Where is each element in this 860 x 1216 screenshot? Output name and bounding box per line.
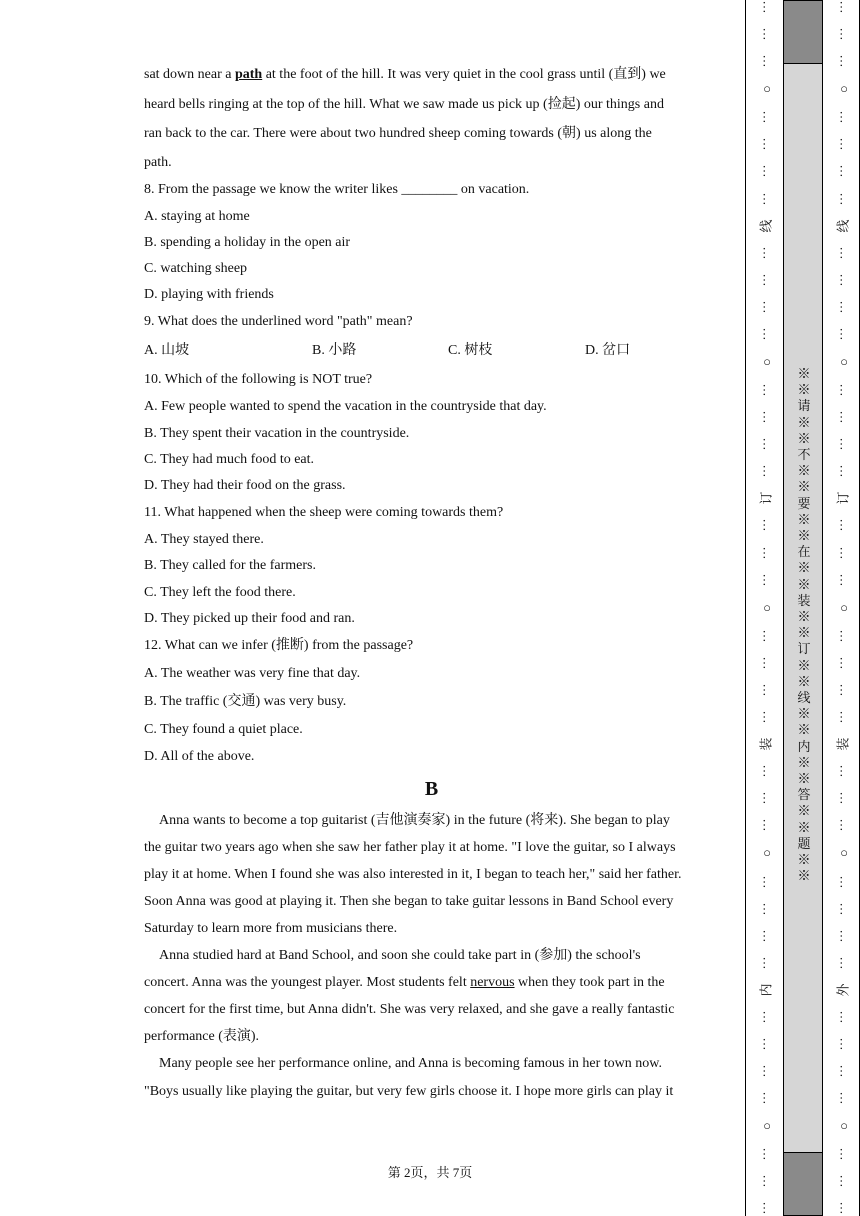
binding-dots: …: [837, 383, 852, 397]
binding-dots: …: [760, 1091, 775, 1105]
binding-dots: …: [760, 1010, 775, 1024]
binding-dots: …: [760, 1201, 775, 1215]
underlined-word-path: path: [234, 67, 263, 82]
binding-dots: …: [760, 437, 775, 451]
q9-option-c: C. 树枝: [448, 343, 493, 359]
document-body: [144, 60, 719, 1105]
binding-dots: …: [837, 546, 852, 560]
passage-b-line: play it at home. When I found she was also interested in it, I began to teach her," said her father.: [144, 866, 682, 882]
binding-dots: …: [837, 1174, 852, 1188]
binding-dots: …: [837, 27, 852, 41]
binding-dots: …: [837, 818, 852, 832]
passage-line: path.: [144, 154, 172, 170]
binding-dots: …: [837, 164, 852, 178]
binding-dots: …: [837, 683, 852, 697]
binding-dots: …: [760, 1037, 775, 1051]
binding-dots: …: [760, 54, 775, 68]
q11-option-c: C. They left the food there.: [144, 584, 296, 600]
binding-dots: …: [760, 1064, 775, 1078]
binding-dots: …: [837, 327, 852, 341]
binding-label-char: 订: [758, 491, 774, 505]
question-10-stem: 10. Which of the following is NOT true?: [144, 372, 373, 388]
q8-option-b: B. spending a holiday in the open air: [144, 234, 351, 250]
binding-dots: …: [837, 0, 852, 14]
binding-dots: …: [760, 27, 775, 41]
binding-dots: …: [760, 0, 775, 14]
passage-b-line: concert. Anna was the youngest player. Most students felt nervous when they took part in the: [144, 974, 665, 990]
binding-dots: …: [760, 464, 775, 478]
binding-label-char: 装: [835, 737, 851, 751]
binding-circle-icon: ○: [840, 845, 848, 861]
q9-option-a: A. 山坡: [144, 343, 190, 359]
q12-option-b: B. The traffic (交通) was very busy.: [144, 693, 347, 709]
binding-dots: …: [760, 192, 775, 206]
binding-dots: …: [760, 1147, 775, 1161]
q8-option-d: D. playing with friends: [144, 287, 274, 303]
q10-option-d: D. They had their food on the grass.: [144, 477, 346, 493]
q11-option-a: A. They stayed there.: [144, 532, 264, 548]
binding-dots: …: [760, 383, 775, 397]
question-8-stem: 8. From the passage we know the writer likes ________ on vacation.: [144, 181, 530, 197]
binding-dots: …: [837, 902, 852, 916]
binding-border-line: [745, 0, 746, 1216]
binding-dots: …: [760, 791, 775, 805]
binding-circle-icon: ○: [763, 845, 771, 861]
binding-dots: …: [837, 929, 852, 943]
binding-dots: …: [760, 137, 775, 151]
binding-circle-icon: ○: [763, 354, 771, 370]
binding-label-char: 订: [835, 491, 851, 505]
binding-dots: …: [760, 546, 775, 560]
binding-dots: …: [837, 246, 852, 260]
binding-dots: …: [760, 246, 775, 260]
q10-option-b: B. They spent their vacation in the countryside.: [144, 425, 410, 441]
binding-dots: …: [837, 300, 852, 314]
passage-b-line: the guitar two years ago when she saw her father play it at home. "I love the guitar, so I always: [144, 839, 676, 855]
q12-option-a: A. The weather was very fine that day.: [144, 665, 361, 681]
q10-option-c: C. They had much food to eat.: [144, 451, 315, 467]
binding-dots: …: [760, 764, 775, 778]
passage-b-line: Anna studied hard at Band School, and soon she could take part in (参加) the school's: [159, 947, 641, 963]
binding-dots: …: [837, 410, 852, 424]
binding-circle-icon: ○: [763, 1118, 771, 1134]
binding-dots: …: [760, 818, 775, 832]
binding-dots: …: [837, 1037, 852, 1051]
binding-dots: …: [837, 437, 852, 451]
q11-option-b: B. They called for the farmers.: [144, 558, 316, 574]
binding-dots: …: [837, 518, 852, 532]
binding-dots: …: [760, 573, 775, 587]
binding-label-char: 线: [835, 219, 851, 233]
binding-label-char: 装: [758, 737, 774, 751]
q10-option-a: A. Few people wanted to spend the vacation in the countryside that day.: [144, 399, 547, 415]
passage-line: heard bells ringing at the top of the hill. What we saw made us pick up (捡起) our things and: [144, 96, 664, 112]
binding-dots: …: [760, 683, 775, 697]
binding-dots: …: [760, 273, 775, 287]
q9-option-d: D. 岔口: [585, 343, 631, 359]
binding-dots: …: [760, 164, 775, 178]
passage-b-line: Many people see her performance online, and Anna is becoming famous in her town now.: [159, 1055, 662, 1071]
binding-warning-text: ※※请※※不※※要※※在※※装※※订※※线※※内※※答※※题※※: [797, 366, 811, 884]
binding-circle-icon: ○: [840, 1118, 848, 1134]
binding-dots: …: [760, 656, 775, 670]
binding-circle-icon: ○: [763, 599, 771, 615]
binding-dots: …: [837, 1091, 852, 1105]
binding-column-outer: [833, 0, 855, 1216]
passage-b-line: concert for the first time, but Anna didn't. She was very relaxed, and she gave a really fantastic: [144, 1001, 675, 1017]
binding-dots: …: [837, 1064, 852, 1078]
binding-circle-icon: ○: [840, 81, 848, 97]
binding-column-inner: [756, 0, 778, 1216]
binding-dark-block-top: [783, 0, 823, 64]
binding-label-char: 外: [835, 983, 851, 997]
binding-dots: …: [837, 192, 852, 206]
binding-dots: …: [837, 875, 852, 888]
binding-dots: …: [760, 300, 775, 314]
question-9-stem: 9. What does the underlined word "path" mean?: [144, 314, 413, 330]
passage-b-line: Anna wants to become a top guitarist (吉他演奏家) in the future (将来). She began to play: [159, 812, 670, 828]
binding-dots: …: [837, 110, 852, 124]
binding-dots: …: [837, 764, 852, 778]
binding-dots: …: [837, 1147, 852, 1161]
binding-dots: …: [837, 54, 852, 68]
binding-dots: …: [760, 518, 775, 532]
passage-b-line: "Boys usually like playing the guitar, but very few girls choose it. I hope more girls can play it: [144, 1083, 674, 1099]
binding-dots: …: [837, 629, 852, 643]
binding-label-char: 线: [758, 219, 774, 233]
passage-b-line: performance (表演).: [144, 1028, 260, 1044]
binding-dots: …: [837, 791, 852, 805]
q9-option-b: B. 小路: [312, 343, 357, 359]
q8-option-a: A. staying at home: [144, 208, 250, 224]
section-b-heading: B: [424, 777, 439, 800]
binding-dots: …: [760, 929, 775, 943]
binding-dots: …: [760, 327, 775, 341]
binding-dots: …: [837, 273, 852, 287]
page-number-footer: 第 2页，共 7页: [387, 1165, 473, 1180]
binding-dots: …: [760, 710, 775, 724]
binding-dark-block-bottom: [783, 1152, 823, 1216]
passage-b-line: Saturday to learn more from musicians there.: [144, 920, 398, 936]
binding-dots: …: [837, 1201, 852, 1215]
underlined-word-nervous: nervous: [470, 974, 515, 990]
binding-dots: …: [760, 410, 775, 424]
passage-line: sat down near a path at the foot of the hill. It was very quiet in the cool grass until (直到) we: [144, 67, 666, 82]
binding-dots: …: [760, 902, 775, 916]
question-11-stem: 11. What happened when the sheep were coming towards them?: [144, 505, 504, 521]
passage-b-line: Soon Anna was good at playing it. Then she began to take guitar lessons in Band School every: [144, 893, 674, 909]
q12-option-c: C. They found a quiet place.: [144, 721, 303, 737]
binding-label-char: 内: [758, 983, 774, 997]
binding-dots: …: [760, 629, 775, 643]
binding-dots: …: [760, 875, 775, 888]
binding-dots: …: [760, 110, 775, 124]
binding-circle-icon: ○: [840, 599, 848, 615]
binding-dots: …: [837, 656, 852, 670]
binding-circle-icon: ○: [840, 354, 848, 370]
q8-option-c: C. watching sheep: [144, 260, 248, 276]
binding-dots: …: [837, 573, 852, 587]
passage-line: ran back to the car. There were about two hundred sheep coming towards (朝) us along the: [144, 126, 652, 141]
binding-dots: …: [837, 137, 852, 151]
binding-dots: …: [837, 1010, 852, 1024]
q11-option-d: D. They picked up their food and ran.: [144, 610, 355, 626]
binding-circle-icon: ○: [763, 81, 771, 97]
binding-dots: …: [760, 1174, 775, 1188]
q12-option-d: D. All of the above.: [144, 748, 255, 764]
binding-dots: …: [837, 464, 852, 478]
binding-dots: …: [837, 710, 852, 724]
question-12-stem: 12. What can we infer (推断) from the passage?: [144, 637, 414, 653]
binding-dots: …: [837, 956, 852, 970]
q9-options: [144, 336, 719, 365]
binding-dots: …: [760, 956, 775, 970]
